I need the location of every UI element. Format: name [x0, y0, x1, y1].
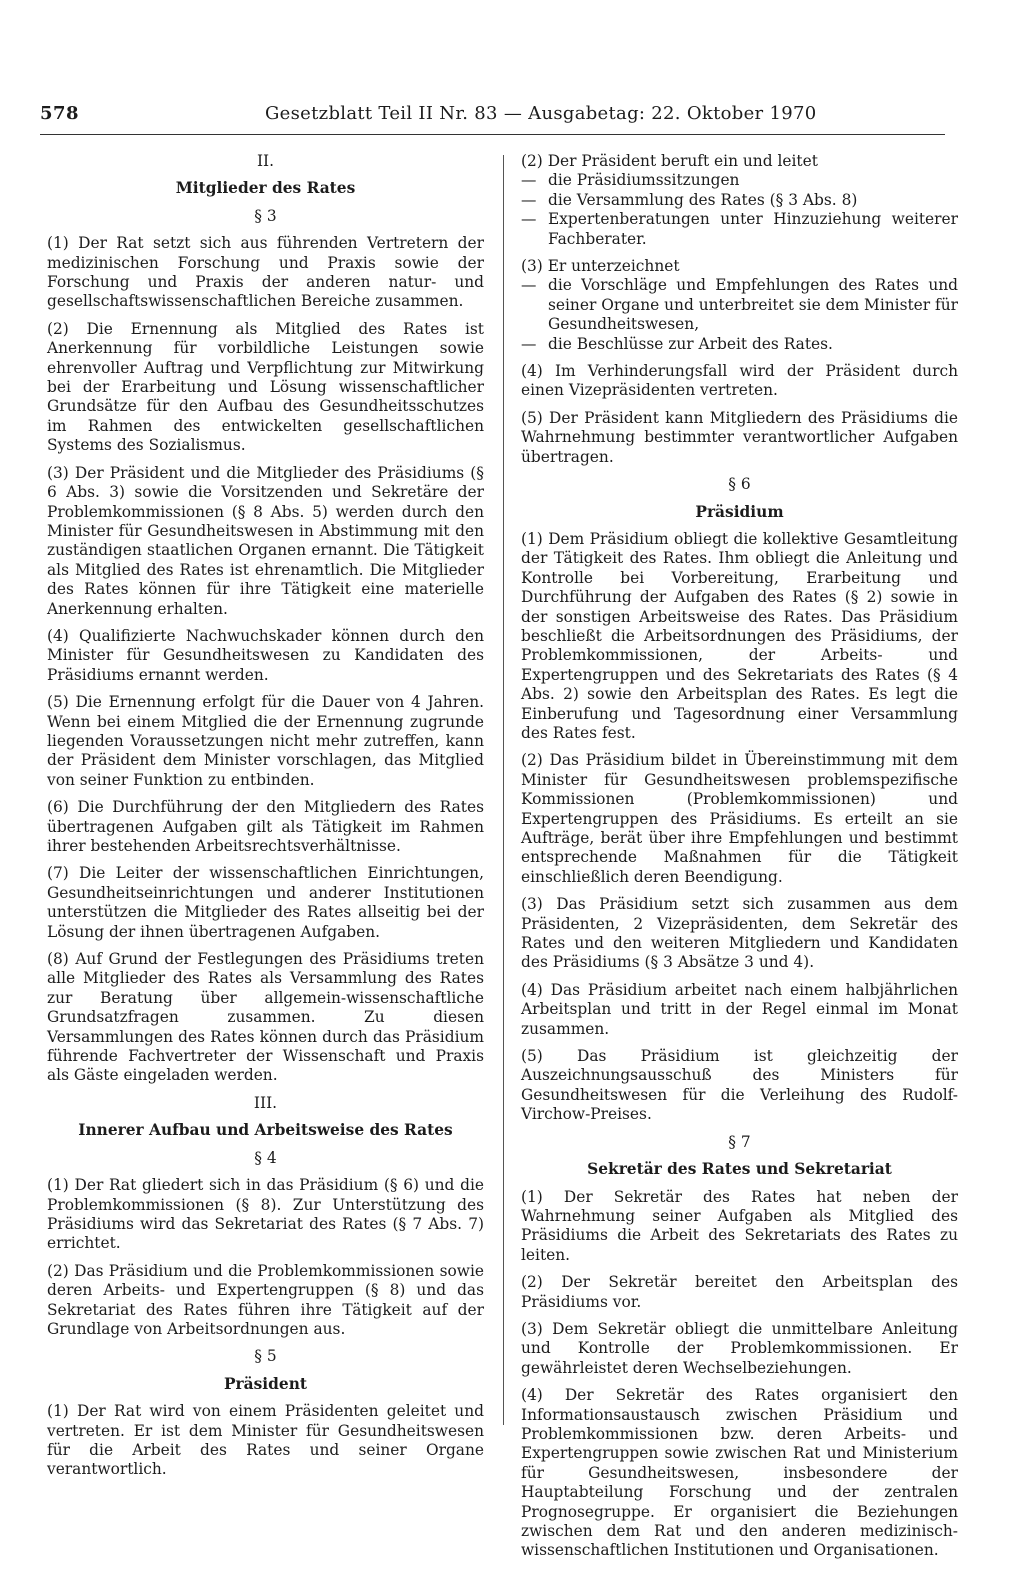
dash-list [521, 171, 958, 249]
paragraph: (4) Im Verhinderungsfall wird der Präsident durch einen Vizepräsidenten vertreten. [521, 362, 958, 400]
list-item: — die Präsidiumssitzungen [521, 171, 958, 190]
paragraph: (3) Dem Sekretär obliegt die unmittelbare Anleitung und Kontrolle der Problemkommissionen. Er gewährleistet deren Wechselbeziehungen. [521, 1319, 958, 1377]
part-title: Mitglieder des Rates [175, 179, 356, 198]
paragraph: (2) Die Ernennung als Mitglied des Rates ist Anerkennung für vorbildliche Leistungen sowie ehrenvoller Auftrag und Verpflichtung zur Mitwirkung bei der Erarbeitung und Lösung wissenschaftlicher Grundsätze für den Aufbau des Gesundheitsschutzes im Rahmen des entwickelten gesellschaftlichen Systems des Sozialismus. [47, 319, 484, 455]
paragraph: (2) Das Präsidium und die Problemkommissionen sowie deren Arbeits- und Expertengruppen (§ 8) und das Sekretariat des Rates führen ihre Tätigkeit auf der Grundlage von Arbeitsordnungen aus. [47, 1261, 484, 1338]
paragraph: (1) Der Sekretär des Rates hat neben der Wahrnehmung seiner Aufgaben als Mitglied des Präsidiums die Arbeit des Sekretariats des Rates zu leiten. [521, 1187, 958, 1264]
section-title: Präsidium [695, 502, 784, 521]
paragraph: (2) Das Präsidium bildet in Übereinstimmung mit dem Minister für Gesundheitswesen problemspezifische Kommissionen (Problemkommissionen) und Expertengruppen des Präsidiums. Es erteilt an sie Aufträge, berät über ihre Empfehlungen und bestimmt entsprechende Maßnahmen für die Tätigkeit einschließlich deren Beendigung. [521, 751, 958, 886]
list-item: — die Beschlüsse zur Arbeit des Rates. [521, 335, 958, 354]
section-title: Präsident [223, 1374, 308, 1393]
section-number: § 5 [254, 1347, 277, 1366]
paragraph: (4) Qualifizierte Nachwuchskader können durch den Minister für Gesundheitswesen zu Kandidaten des Präsidiums ernannt werden. [47, 626, 484, 684]
part-number: III. [253, 1093, 278, 1112]
paragraph: (1) Der Rat setzt sich aus führenden Vertretern der medizinischen Forschung und Praxis sowie der Forschung und Praxis der anderen natur- und gesellschaftswissenschaftlichen Bereiche zusammen. [47, 234, 484, 311]
gazette-title: Gesetzblatt Teil II Nr. 83 — Ausgabetag: 22. Oktober 1970 [265, 103, 817, 124]
page-header [40, 103, 980, 133]
paragraph: (3) Das Präsidium setzt sich zusammen aus dem Präsidenten, 2 Vizepräsidenten, dem Sekretär des Rates und den weiteren Mitgliedern und Kandidaten des Präsidiums (§ 3 Absätze 3 und 4). [521, 895, 958, 972]
part-title: Innerer Aufbau und Arbeitsweise des Rates [78, 1121, 453, 1140]
paragraph: (6) Die Durchführung der den Mitgliedern des Rates übertragenen Aufgaben gilt als Tätigkeit im Rahmen ihrer bestehenden Arbeitsrechtsverhältnisse. [47, 798, 484, 855]
part-number: II. [256, 152, 275, 170]
list-item: — die Versammlung des Rates (§ 3 Abs. 8) [521, 191, 958, 210]
paragraph: (1) Der Rat wird von einem Präsidenten geleitet und vertreten. Er ist dem Minister für Gesundheitswesen für die Arbeit des Rates und seiner Organe verantwortlich. [47, 1402, 484, 1479]
paragraph: (4) Das Präsidium arbeitet nach einem halbjährlichen Arbeitsplan und tritt in der Regel einmal im Monat zusammen. [521, 980, 958, 1038]
dash-list [521, 276, 958, 354]
column-divider [503, 155, 504, 1425]
section-number: § 4 [254, 1148, 277, 1167]
section-number: § 7 [728, 1132, 751, 1151]
paragraph: (5) Der Präsident kann Mitgliedern des Präsidiums die Wahrnehmung bestimmter verantwortlicher Aufgaben übertragen. [521, 408, 958, 466]
paragraph: (5) Das Präsidium ist gleichzeitig der Auszeichnungsausschuß des Ministers für Gesundheitswesen für die Verleihung des Rudolf-Virchow-Preises. [521, 1047, 958, 1124]
section-number: § 3 [254, 206, 277, 225]
section-number: § 6 [728, 475, 751, 494]
paragraph: (7) Die Leiter der wissenschaftlichen Einrichtungen, Gesundheitseinrichtungen und anderer Institutionen unterstützen die Mitglieder des Rates allseitig bei der Lösung der ihnen übertragenen Aufgaben. [47, 864, 484, 941]
list-item: — die Vorschläge und Empfehlungen des Rates und seiner Organe und unterbreitet sie dem Minister für Gesundheitswesen, [521, 276, 958, 334]
paragraph: (3) Er unterzeichnet [521, 257, 680, 276]
paragraph: (3) Der Präsident und die Mitglieder des Präsidiums (§ 6 Abs. 3) sowie die Vorsitzenden und Sekretäre der Problemkommissionen (§ 8 Abs. 5) werden durch den Minister für Gesundheitswesen in Abstimmung mit den zuständigen staatlichen Organen ernannt. Die Tätigkeit als Mitglied des Rates ist ehrenamtlich. Die Mitglieder des Rates können für ihre Tätigkeit eine materielle Anerkennung erhalten. [47, 463, 484, 618]
right-column [521, 152, 958, 1569]
paragraph: (5) Die Ernennung erfolgt für die Dauer von 4 Jahren. Wenn bei einem Mitglied die der Ernennung zugrunde liegenden Voraussetzungen nicht mehr zutreffen, kann der Präsident dem Minister vorschlagen, das Mitglied von seiner Funktion zu entbinden. [47, 693, 484, 789]
paragraph: (2) Der Präsident beruft ein und leitet [521, 152, 818, 170]
list-item: — Expertenberatungen unter Hinzuziehung weiterer Fachberater. [521, 210, 958, 249]
header-rule [40, 134, 945, 135]
left-column [47, 152, 484, 1488]
paragraph: (8) Auf Grund der Festlegungen des Präsidiums treten alle Mitglieder des Rates als Versammlung des Rates zur Beratung über allgemein-wissenschaftliche Grundsatzfragen zusammen. Zu diesen Versammlungen des Rates können durch das Präsidium führende Fachvertreter der Wissenschaft und Praxis als Gäste eingeladen werden. [47, 950, 484, 1085]
paragraph: (1) Dem Präsidium obliegt die kollektive Gesamtleitung der Tätigkeit des Rates. Ihm obliegt die Anleitung und Kontrolle bei Vorbereitung, Erarbeitung und Durchführung der Aufgaben des Rates (§ 2) sowie in der sonstigen Arbeitsweise des Rates. Das Präsidium beschließt die Arbeitsordnungen des Präsidiums, der Problemkommissionen, der Arbeits- und Expertengruppen und des Sekretariats des Rates (§ 4 Abs. 2) sowie den Arbeitsplan des Rates. Es legt die Einberufung und Tagesordnung einer Versammlung des Rates fest. [521, 529, 958, 742]
paragraph: (4) Der Sekretär des Rates organisiert den Informationsaustausch zwischen Präsidium und Problemkommissionen bzw. deren Arbeits- und Expertengruppen sowie zwischen Rat und Ministerium für Gesundheitswesen, insbesondere der Hauptabteilung Forschung und der zentralen Prognosegruppe. Er organisiert die Beziehungen zwischen dem Rat und den anderen medizinisch-wissenschaftlichen Institutionen und Organisationen. [521, 1386, 958, 1560]
paragraph: (2) Der Sekretär bereitet den Arbeitsplan des Präsidiums vor. [521, 1273, 958, 1311]
section-title: Sekretär des Rates und Sekretariat [587, 1160, 892, 1179]
paragraph: (1) Der Rat gliedert sich in das Präsidium (§ 6) und die Problemkommissionen (§ 8). Zur Unterstützung des Präsidiums wird das Sekretariat des Rates (§ 7 Abs. 7) errichtet. [47, 1176, 484, 1253]
page-number: 578 [40, 103, 80, 124]
